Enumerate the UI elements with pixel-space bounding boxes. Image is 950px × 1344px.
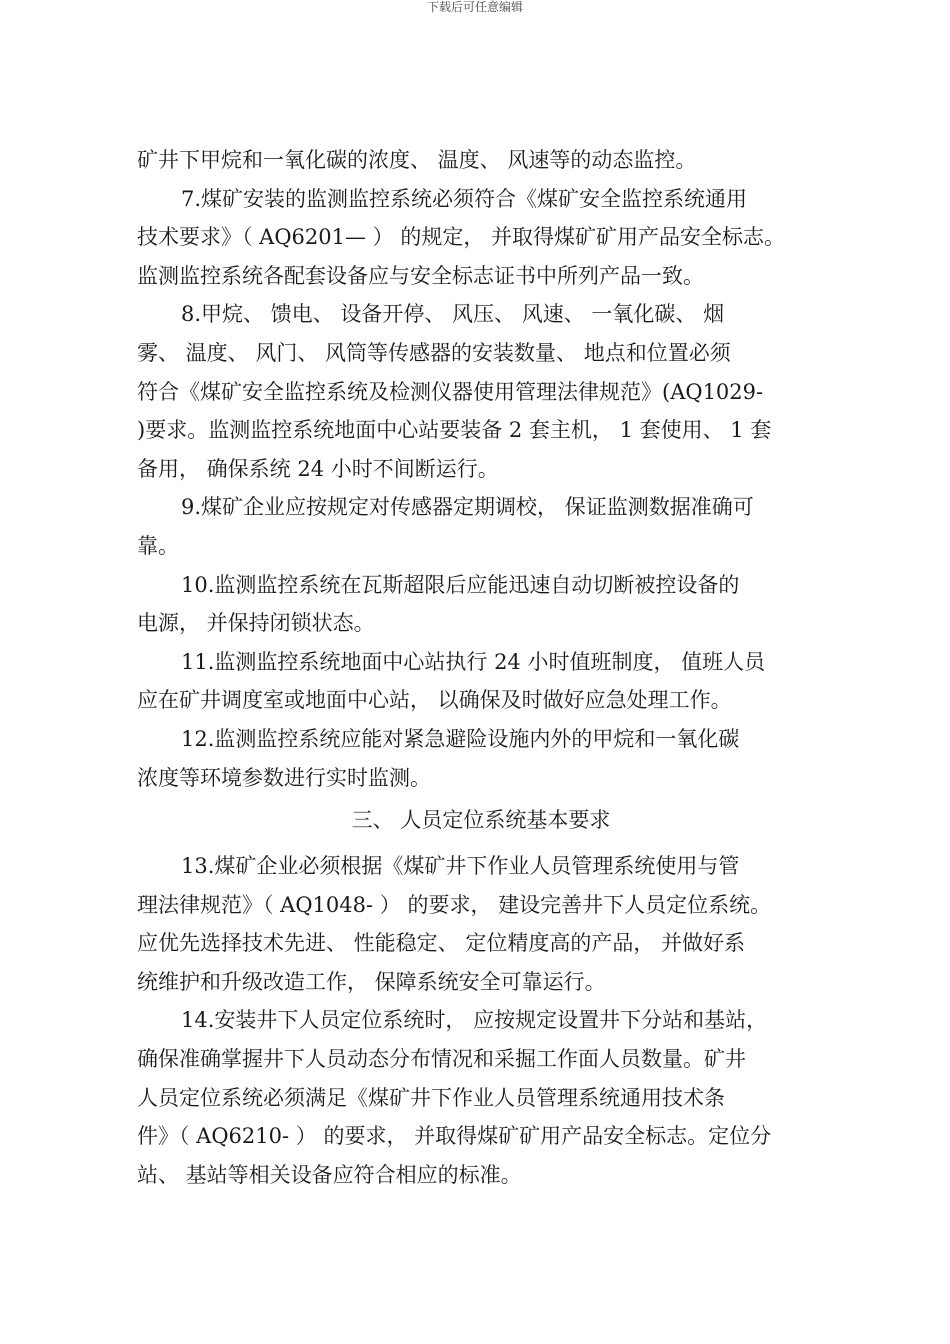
- text-line: 应优先选择技术先进、 性能稳定、 定位精度高的产品， 并做好系: [137, 931, 746, 956]
- text-line: 雾、 温度、 风门、 风筒等传感器的安装数量、 地点和位置必须: [137, 340, 731, 365]
- text-line: 11.监测监控系统地面中心站执行 24 小时值班制度， 值班人员: [181, 649, 766, 674]
- text-line: 9.煤矿企业应按规定对传感器定期调校， 保证监测数据准确可: [181, 495, 754, 520]
- text-line: 符合《煤矿安全监控系统及检测仪器使用管理法律规范》(AQ1029-: [137, 379, 764, 404]
- text-line: 备用， 确保系统 24 小时不间断运行。: [137, 456, 499, 481]
- text-line: 7.煤矿安装的监测监控系统必须符合《煤矿安全监控系统通用: [181, 186, 748, 211]
- text-line: 应在矿井调度室或地面中心站， 以确保及时做好应急处理工作。: [137, 688, 732, 713]
- text-line: 监测监控系统各配套设备应与安全标志证书中所列产品一致。: [137, 263, 704, 288]
- text-line: 理法律规范》（ AQ1048- ） 的要求， 建设完善井下人员定位系统。: [137, 892, 772, 917]
- section-heading: 三、 人员定位系统基本要求: [351, 808, 611, 833]
- text-line: 靠。: [137, 533, 179, 558]
- text-line: 人员定位系统必须满足《煤矿井下作业人员管理系统通用技术条: [137, 1085, 725, 1110]
- text-line: 矿井下甲烷和一氧化碳的浓度、 温度、 风速等的动态监控。: [137, 148, 697, 172]
- text-line: )要求。监测监控系统地面中心站要装备 2 套主机， 1 套使用、 1 套: [137, 418, 772, 443]
- document-body: [137, 141, 817, 1194]
- text-line: 12.监测监控系统应能对紧急避险设施内外的甲烷和一氧化碳: [181, 726, 740, 751]
- text-line: 站、 基站等相关设备应符合相应的标准。: [137, 1162, 522, 1187]
- text-line: 13.煤矿企业必须根据《煤矿井下作业人员管理系统使用与管: [181, 854, 740, 879]
- text-line: 统维护和升级改造工作， 保障系统安全可靠运行。: [137, 969, 606, 994]
- page-header: 下载后可任意编辑: [426, 0, 523, 14]
- text-line: 技术要求》（ AQ6201— ） 的规定， 并取得煤矿矿用产品安全标志。: [137, 225, 786, 250]
- text-line: 浓度等环境参数进行实时监测。: [137, 765, 431, 790]
- text-line: 14.安装井下人员定位系统时， 应按规定设置井下分站和基站，: [181, 1008, 768, 1033]
- text-line: 件》（ AQ6210- ） 的要求， 并取得煤矿矿用产品安全标志。定位分: [137, 1124, 772, 1149]
- text-line: 8.甲烷、 馈电、 设备开停、 风压、 风速、 一氧化碳、 烟: [181, 302, 725, 327]
- text-line: 确保准确掌握井下人员动态分布情况和采掘工作面人员数量。矿井: [137, 1047, 746, 1072]
- text-line: 10.监测监控系统在瓦斯超限后应能迅速自动切断被控设备的: [181, 572, 740, 597]
- text-line: 电源， 并保持闭锁状态。: [137, 611, 375, 636]
